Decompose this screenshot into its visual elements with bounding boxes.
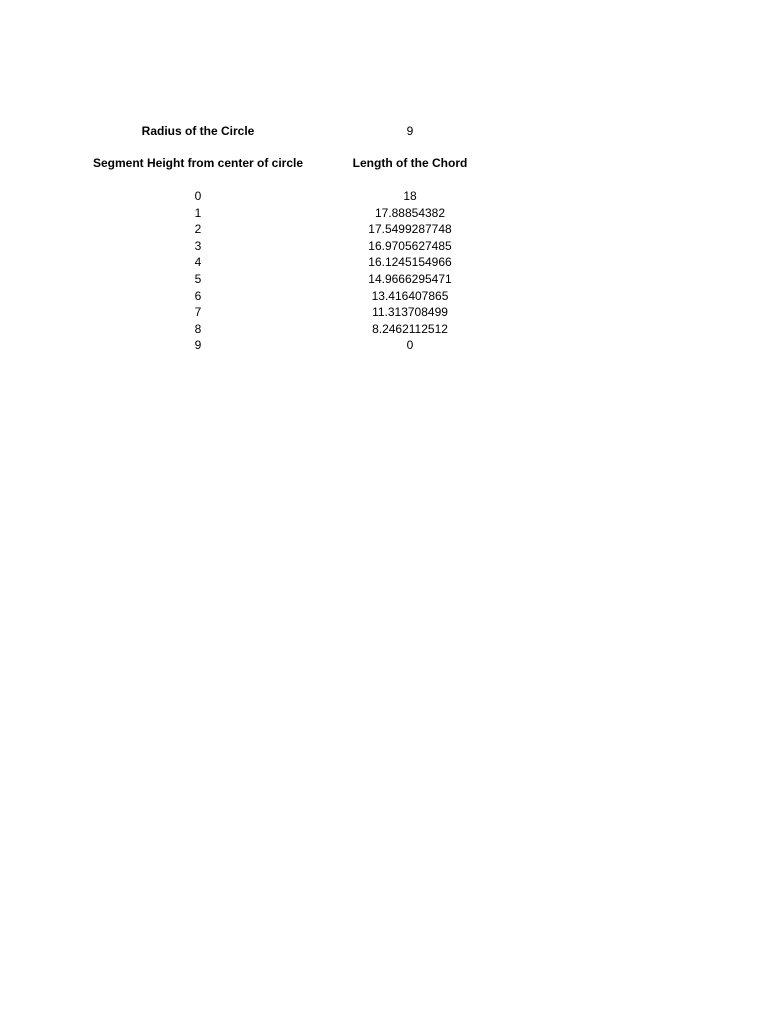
segment-height-header: Segment Height from center of circle [92,156,304,170]
radius-label: Radius of the Circle [141,124,255,138]
segment-height-cell: 2 [194,222,202,237]
table-row [0,321,768,338]
table-row [0,254,768,271]
segment-height-cell: 7 [194,305,202,320]
chord-length-header: Length of the Chord [352,156,468,170]
segment-height-cell: 3 [194,238,202,253]
chord-length-cell: 18 [403,189,417,203]
chord-length-cell: 13.416407865 [371,288,449,303]
table-row [0,188,768,205]
table-row [0,288,768,305]
segment-height-cell: 1 [194,205,202,220]
segment-height-cell: 9 [194,338,202,353]
segment-height-cell: 5 [194,272,202,286]
segment-height-cell: 4 [194,255,202,270]
chord-length-cell: 16.1245154966 [368,255,452,270]
chord-length-cell: 14.9666295471 [368,272,452,286]
table-row [0,304,768,321]
chord-length-cell: 11.313708499 [372,305,448,320]
chord-length-cell: 17.88854382 [374,205,446,220]
table-row [0,205,768,222]
segment-height-cell: 6 [194,288,202,303]
table-row [0,221,768,238]
chord-length-cell: 17.5499287748 [368,222,452,237]
segment-height-cell: 8 [194,321,202,336]
radius-value: 9 [406,124,414,138]
table-row [0,337,768,354]
segment-height-cell: 0 [194,189,202,203]
chord-length-cell: 16.9705627485 [368,238,452,253]
table-row [0,271,768,288]
chord-length-cell: 8.2462112512 [372,321,448,336]
chord-length-cell: 0 [406,338,414,353]
table-row [0,238,768,255]
